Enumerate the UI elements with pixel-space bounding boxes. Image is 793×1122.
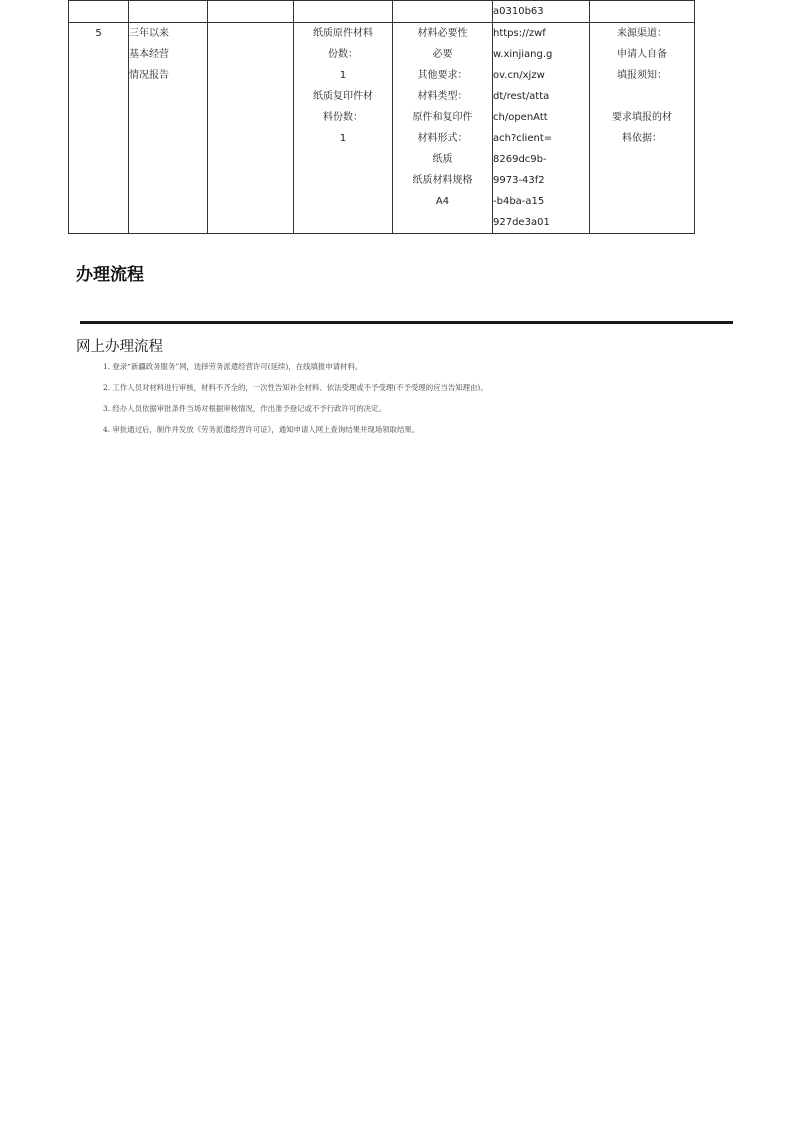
table-row-fragment <box>69 1 695 23</box>
process-step: 4. 审批通过后，制作并发放《劳务派遣经营许可证》，通知申请人网上查询结果并现场领取结果。 <box>103 425 420 434</box>
process-steps <box>103 360 488 444</box>
section-divider <box>80 321 733 324</box>
material-name: 三年以来 基本经营 情况报告 <box>129 23 208 234</box>
table-cell <box>208 1 294 23</box>
table-cell <box>129 1 208 23</box>
materials-table <box>68 0 695 234</box>
table-cell <box>294 1 393 23</box>
table-cell <box>393 1 493 23</box>
material-copies: 纸质原件材料 份数： 1 纸质复印件材 料份数： 1 <box>294 23 393 234</box>
material-link[interactable]: https://zwf w.xinjiang.g ov.cn/xjzw dt/rest/atta ch/openAtt ach?client= 8269dc9b- 9973-43f2 -b4ba-a15 927de3a01 <box>493 23 590 234</box>
section-title: 办理流程 <box>76 265 144 285</box>
row-number: 5 <box>69 23 129 234</box>
process-step: 1. 登录“新疆政务服务”网，选择劳务派遣经营许可(延续)，在线填报申请材料。 <box>103 362 363 371</box>
url-fragment-text: a0310b63 <box>493 6 544 17</box>
url-fragment-cell <box>493 1 590 23</box>
blank-cell <box>208 23 294 234</box>
process-step: 3. 经办人员依据审批条件当场对根据审核情况，作出准予登记或不予行政许可的决定。 <box>103 404 386 413</box>
online-process-title: 网上办理流程 <box>76 339 163 355</box>
process-step: 2. 工作人员对材料进行审核，材料不齐全的，一次性告知补全材料、依法受理或不予受理(不予受理的应当告知理由)。 <box>103 383 488 392</box>
material-source: 来源渠道： 申请人自备 填报须知： 要求填报的材 料依据： <box>590 23 695 234</box>
table-row <box>69 23 695 234</box>
table-cell <box>590 1 695 23</box>
material-requirements: 材料必要性 必要 其他要求： 材料类型： 原件和复印件 材料形式： 纸质 纸质材料规格 A4 <box>393 23 493 234</box>
table-cell <box>69 1 129 23</box>
